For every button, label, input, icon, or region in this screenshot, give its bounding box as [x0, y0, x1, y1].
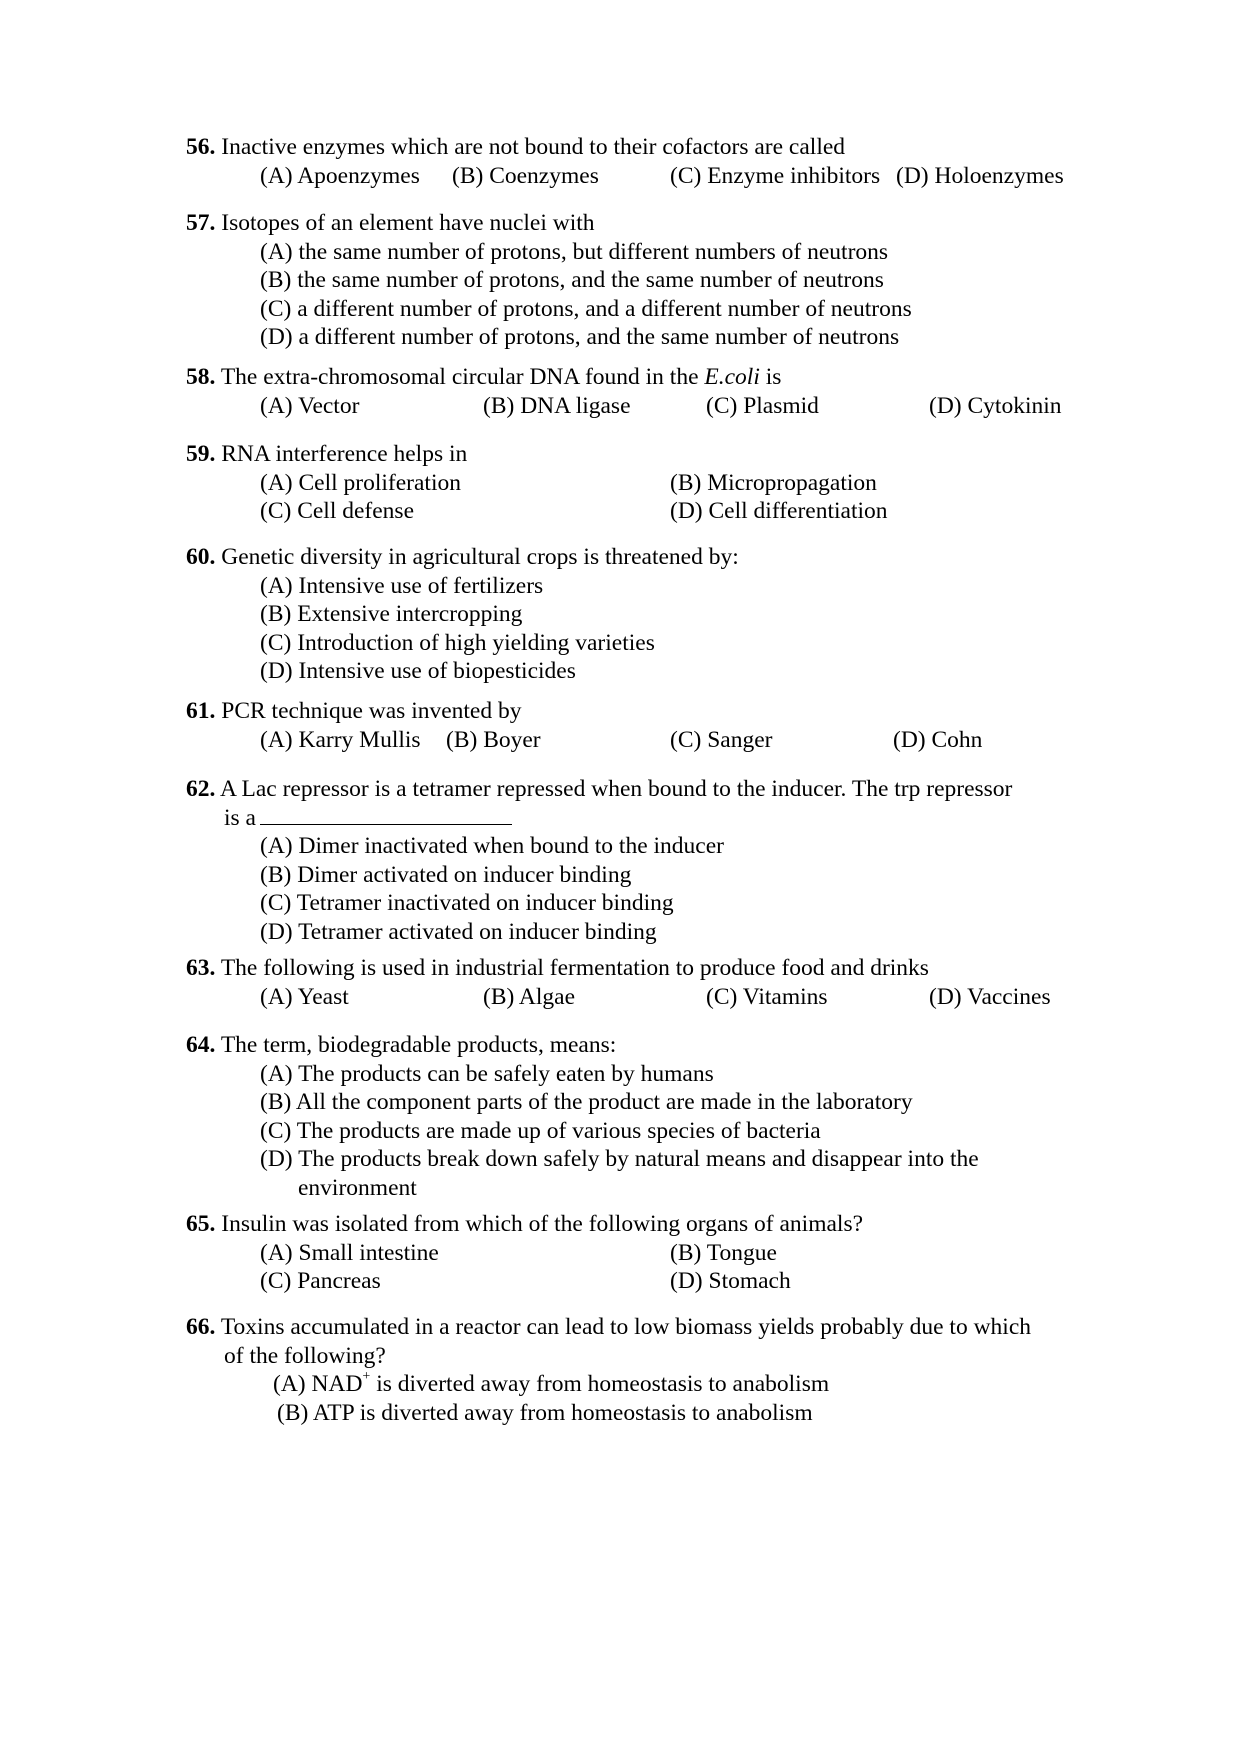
question-number: 65. [186, 1211, 216, 1237]
stem-continuation [224, 804, 1106, 833]
option-a: (A) Apoenzymes [260, 162, 420, 189]
question-64 [186, 1031, 1106, 1202]
options [260, 726, 1106, 755]
options [273, 1370, 1106, 1427]
question-stem [186, 543, 1106, 572]
question-61 [186, 697, 1106, 754]
question-stem [186, 775, 1106, 804]
stem-text: PCR technique was invented by [221, 698, 522, 724]
answer-blank [260, 804, 512, 825]
question-stem [186, 1031, 1106, 1060]
options [260, 392, 1106, 421]
option-a: (A) the same number of protons, but different numbers of neutrons [260, 238, 889, 265]
question-57 [186, 209, 1106, 352]
question-56 [186, 133, 1106, 190]
stem-text: Toxins accumulated in a reactor can lead to low biomass yields probably due to which [220, 1314, 1032, 1340]
options [260, 162, 1106, 191]
stem-text: Inactive enzymes which are not bound to their cofactors are called [221, 134, 846, 160]
option-b: (B) Extensive intercropping [260, 601, 523, 627]
question-number: 66. [186, 1314, 216, 1340]
option-b: (B) Algae [483, 983, 576, 1010]
option-a: (A) Intensive use of fertilizers [260, 572, 544, 599]
option-b: (B) Boyer [446, 726, 541, 753]
option-d: (D) The products break down safely by natural means and disappear into the [260, 1146, 979, 1172]
option-d: (D) Cell differentiation [670, 498, 888, 524]
question-stem [186, 697, 1106, 726]
stem-text: RNA interference helps in [221, 441, 468, 467]
option-d: (D) Cohn [893, 726, 983, 753]
options [260, 469, 1106, 526]
question-number: 58. [186, 364, 216, 390]
question-number: 64. [186, 1032, 216, 1058]
option-c: (C) Vitamins [706, 983, 828, 1010]
question-stem [186, 440, 1106, 469]
option-b: (B) All the component parts of the product are made in the laboratory [260, 1089, 913, 1115]
question-65 [186, 1210, 1106, 1296]
option-a: (A) Yeast [260, 983, 349, 1010]
option-d: (D) Vaccines [929, 983, 1051, 1010]
question-number: 62. [186, 776, 216, 802]
question-number: 57. [186, 210, 216, 236]
stem-text-end: is [759, 364, 782, 390]
option-c: (C) Sanger [670, 726, 773, 753]
option-a: (A) The products can be safely eaten by humans [260, 1060, 714, 1087]
option-c: (C) a different number of protons, and a different number of neutrons [260, 295, 912, 322]
option-a: (A) Cell proliferation [260, 469, 461, 496]
stem-text: The extra-chromosomal circular DNA found in the [220, 364, 705, 390]
option-d: (D) Holoenzymes [896, 162, 1064, 189]
option-d-continuation: environment [298, 1174, 417, 1201]
question-59 [186, 440, 1106, 526]
stem-text: Genetic diversity in agricultural crops is threatened by: [221, 544, 739, 570]
stem-text-2: is a [224, 804, 256, 831]
stem-text: The following is used in industrial fermentation to produce food and drinks [220, 955, 929, 981]
stem-text: Isotopes of an element have nuclei with [221, 210, 595, 236]
option-b: (B) the same number of protons, and the same number of neutrons [260, 267, 884, 293]
option-b: (B) DNA ligase [483, 392, 631, 419]
stem-text: The term, biodegradable products, means: [220, 1032, 617, 1058]
option-b: (B) Tongue [670, 1239, 777, 1266]
option-c: (C) Enzyme inhibitors [670, 162, 881, 189]
option-c: (C) Pancreas [260, 1268, 381, 1294]
question-stem [186, 1210, 1106, 1239]
option-c: (C) The products are made up of various species of bacteria [260, 1117, 821, 1144]
option-d: (D) a different number of protons, and the same number of neutrons [260, 324, 900, 350]
question-stem [186, 954, 1106, 983]
option-a: (A) Small intestine [260, 1239, 439, 1266]
question-stem [186, 363, 1106, 392]
options [260, 832, 1106, 946]
question-stem [186, 133, 1106, 162]
options [260, 238, 1106, 352]
option-b: (B) ATP is diverted away from homeostasis to anabolism [277, 1399, 813, 1426]
question-stem [186, 209, 1106, 238]
option-d: (D) Tetramer activated on inducer binding [260, 918, 657, 945]
option-a: (A) Vector [260, 392, 360, 419]
organism-name: E.coli [704, 364, 760, 390]
question-60 [186, 543, 1106, 686]
stem-text: A Lac repressor is a tetramer repressed when bound to the inducer. The trp repressor [219, 776, 1013, 802]
option-a: (A) Dimer inactivated when bound to the inducer [260, 833, 724, 859]
question-63 [186, 954, 1106, 1011]
question-number: 56. [186, 134, 216, 160]
option-d: (D) Stomach [670, 1268, 791, 1294]
option-c: (C) Tetramer inactivated on inducer binding [260, 890, 674, 916]
options [260, 572, 1106, 686]
option-b: (B) Coenzymes [452, 162, 599, 189]
question-number: 59. [186, 441, 216, 467]
question-stem [186, 1313, 1106, 1342]
question-number: 63. [186, 955, 216, 981]
option-d: (D) Cytokinin [929, 392, 1062, 419]
option-c: (C) Introduction of high yielding varieties [260, 629, 655, 656]
question-number: 60. [186, 544, 216, 570]
options [260, 1060, 1106, 1203]
option-d: (D) Intensive use of biopesticides [260, 658, 576, 684]
options [260, 983, 1106, 1012]
stem-continuation: of the following? [224, 1342, 386, 1369]
question-62 [186, 775, 1106, 946]
option-c: (C) Cell defense [260, 498, 415, 524]
question-66 [186, 1313, 1106, 1427]
option-b: (B) Micropropagation [670, 469, 877, 496]
option-b: (B) Dimer activated on inducer binding [260, 861, 632, 888]
option-a: (A) Karry Mullis [260, 726, 421, 753]
option-c: (C) Plasmid [706, 392, 819, 419]
stem-text: Insulin was isolated from which of the following organs of animals? [221, 1211, 864, 1237]
question-58 [186, 363, 1106, 420]
question-number: 61. [186, 698, 216, 724]
options [260, 1239, 1106, 1296]
option-a: (A) NAD+ is diverted away from homeostasis to anabolism [273, 1369, 830, 1397]
